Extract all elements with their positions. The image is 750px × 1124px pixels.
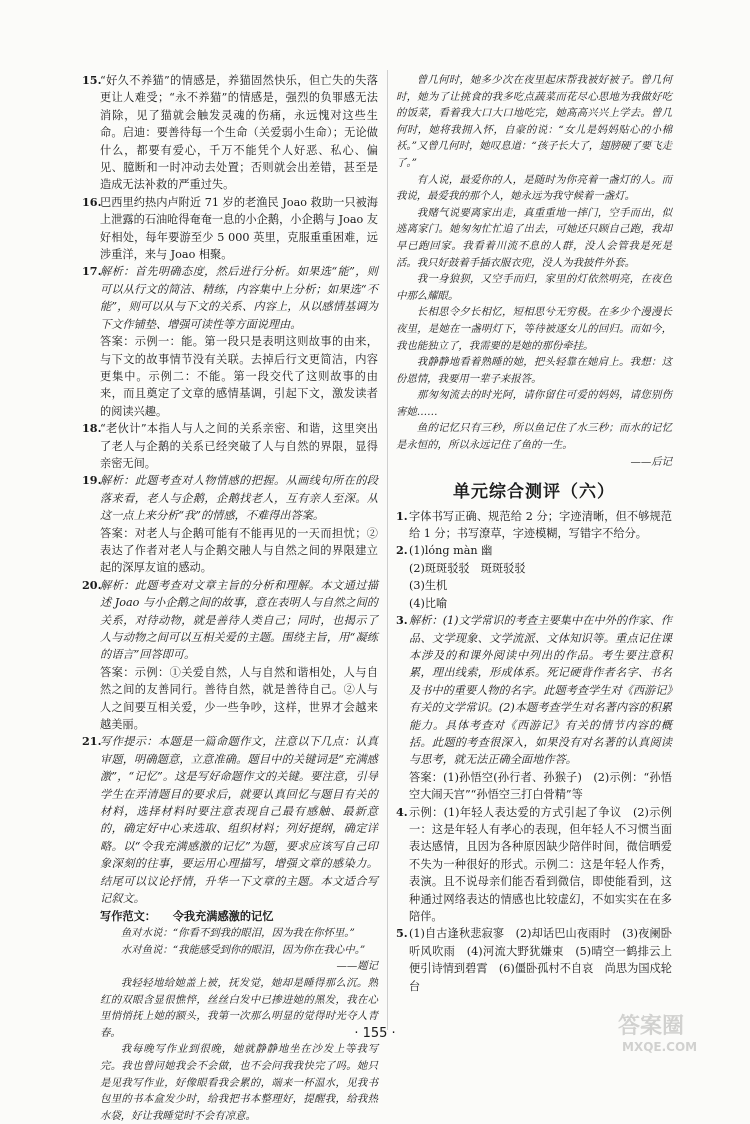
essay-title: 令我充满感激的记忆	[172, 908, 274, 923]
test-answer-2	[396, 542, 672, 612]
answer-text: 答案：对老人与企鹅可能有不能再见的一天而担忧；②表达了作者对老人与企鹅交融人与自然之间的界限建立起的深厚友谊的感动。	[100, 526, 378, 575]
answer-text: “老伙计”本指人与人之间的关系亲密、和谐，这里突出了老人与企鹅的关系已经突破了人与自然的界限，显得亲密无间。	[100, 422, 378, 470]
essay-paragraph: 我赌气说要离家出走，真重重地一摔门，空手而出，似逃离家门。她匆匆忙忙追了出去，可她还只顾自己跑，我却早已跑回家。我看着川流不息的人群，没人会管我是死是活。我只好鼓着手插衣服衣兜，没人为我披件外套。	[396, 206, 672, 269]
essay-paragraph: 我轻轻地给她盖上被，抚发觉，她却是睡得那么沉。熟红的双眼含显很憔悴，丝丝白发中已掺进她的黑发，我在心里悄悄抚上她的额头，我第一次那么明显的觉得时光夺人青春。	[100, 977, 378, 1039]
column-divider	[387, 70, 388, 1030]
left-column	[82, 72, 378, 1124]
answer-text: (1)自古逢秋悲寂寥 (2)却话巴山夜雨时 (3)夜阑卧听风吹雨 (4)河流大野犹嫌束 (5)晴空一鹤排云上 便引诗情到碧霄 (6)僵卧孤村不自哀 尚思为国戍轮台	[409, 927, 684, 993]
answer-text: 答案：示例：①关爱自然，人与自然和谐相处，人与自然之间的友善同行。善待自然，就是善待自己。②人与人之间要互相关爱，少一些争吵，这样，世界才会越来越美丽。	[100, 665, 378, 732]
question-number: 2.	[396, 543, 408, 558]
answer-line: (3)生机	[409, 579, 448, 593]
page-number: · 155 ·	[354, 1026, 396, 1041]
answer-text: 字体书写正确、规范给 2 分；字迹清晰，但不够规范给 1 分；书写潦草，字迹模糊，写错字不给分。	[409, 509, 672, 541]
answer-18	[82, 420, 378, 472]
answer-21	[82, 733, 378, 1124]
test-answer-5	[396, 925, 684, 995]
question-number: 20.	[82, 577, 102, 592]
answer-line: (2)斑斑驳驳 斑斑驳驳	[409, 561, 526, 575]
epigraph-line: 水对鱼说：“我能感受到你的眼泪，因为你在我心中。”	[120, 943, 366, 956]
analysis-text: 解析：首先明确态度，然后进行分析。如果选“能”，则可以从行文的简洁、精练，内容集中上分析；如果选“不能”，则可以从与下文的关系、内容上，从以感情基调为下文作铺垫、增强可读性等方面说理由。	[100, 265, 378, 331]
essay-continuation	[396, 72, 672, 471]
answer-text: 巴西里约热内卢附近 71 岁的老渔民 Joao 救助一只被海上泄露的石油呛得奄奄一息的小企鹅，小企鹅与 Joao 友好相处，每年要游至少 5 000 英里，克服重重困难，远涉重洋，来与 Joao 相聚。	[100, 195, 378, 262]
essay-paragraph: 有人说，最爱你的人，是随时为你亮着一盏灯的人。而我说，最爱我的那个人，她永远为我守候着一盏灯。	[396, 173, 672, 203]
question-number: 15.	[82, 73, 102, 87]
question-number: 1.	[396, 508, 408, 523]
question-number: 4.	[396, 804, 408, 819]
postscript-sign: ——后记	[630, 455, 672, 468]
epigraph-sign: ——题记	[336, 960, 378, 973]
essay-paragraph: 我静静地看着熟睡的她，把头轻靠在她肩上。我想：这份恩情，我要用一辈子来报答。	[396, 356, 672, 385]
question-number: 21.	[82, 734, 102, 749]
answer-text: 答案：示例一：能。第一段只是表明这则故事的由来，与下文的故事情节没有关联。去掉后行文更简洁，内容更集中。示例二：不能。第一段交代了这则故事的由来，而且奠定了文章的感情基调，引起下文，激发读者的阅读兴趣。	[100, 335, 378, 418]
test-answer-4	[396, 804, 672, 926]
analysis-text: 解析：此题考查对文章主旨的分析和理解。本文通过描述 Joao 与小企鹅之间的故事，意在表明人与自然之间的关系，对待动物，就是善待人类自己；同时，也揭示了人与动物之间可以互相关爱的主题。围绕主旨，用“凝练的语言”回答即可。	[100, 578, 378, 662]
answer-line: (4)比喻	[409, 596, 448, 610]
essay-paragraph: 鱼的记忆只有三秒，所以鱼记住了水三秒；而水的记忆是永恒的，所以永远记住了鱼的一生。	[396, 422, 672, 452]
watermark-logo	[612, 1007, 736, 1055]
answer-15	[82, 72, 378, 194]
answer-16	[82, 194, 378, 264]
answer-20	[82, 577, 378, 734]
answer-17	[82, 263, 378, 420]
question-number: 5.	[396, 926, 408, 941]
essay-paragraph: 曾几何时，她多少次在夜里起床帮我被好被子。曾几何时，她为了让挑食的我多吃点蔬菜而花尽心思地为我做好吃的饭菜，看着我大口大口地吃完，她高高兴兴上学去。曾几何时，她将我拥入怀，自豪的说：“女儿是妈妈贴心的小棉袄。”又曾几何时，她叹息道：“孩子长大了，翅膀硬了要飞走了。”	[396, 74, 672, 169]
watermark-bottom-text: MXQE.COM	[622, 1040, 698, 1054]
answer-text: 示例：(1)年轻人表达爱的方式引起了争议 (2)示例一：这是年轻人有孝心的表现，但年轻人不习惯当面表达感情，且因为各种原因缺少陪伴时间，微信晒爱不失为一种很好的形式。示例二：这是年轻人作秀，表演。且不说母亲们能否看到微信，即使能看到，这种通过网络表达的情感也比较虚幻，不如实实在在多陪伴。	[409, 805, 672, 923]
answer-line: (1)lóng màn 幽	[409, 544, 493, 558]
analysis-text: 解析：(1)文学常识的考查主要集中在中外的作家、作品、文学现象、文学流派、文体知识等。重点记住课本涉及的和课外阅读中列出的作品。考生要注意积累，理出线索，形成体系。死记硬背作者名字、书名及书中的重要人物的名字。此题考查学生对《西游记》有关的文学常识。(2)本题考查学生对名著内容的积累能力。具体考查对《西游记》有关的情节内容的概括。此题的考查很深入，如果没有对名著的认真阅读与思考，就无法正确全面地作答。	[409, 614, 672, 767]
question-number: 17.	[82, 264, 102, 279]
question-number: 3.	[396, 613, 408, 628]
answer-text: “好久不养猫”的情感是，养猫固然快乐，但亡失的失落更让人难受；“永不养猫”的情感是，强烈的负罪感无法消除，见了猫就会触发灵魂的伤痛，永远愧对这些生命。启迪：要善待每一个生命（关爱弱小生命）；无论做什么，都要有爱心，千万不能凭个人好恶、私心、偏见、臆断和一时冲动去处置；否则就会出差错，甚至是造成无法补救的严重过失。	[100, 74, 378, 192]
section-title: 单元综合测评（六）	[453, 481, 615, 502]
watermark-top-text: 答案圈	[618, 1014, 685, 1039]
question-number: 16.	[82, 194, 102, 209]
essay-paragraph: 我每晚写作业到很晚，她就静静地坐在沙发上等我写完。我也曾问她我会不会做，也不会问我我快完了吗。她只是见我写作业，好像眼看我会累的，端来一杯温水，见我书包里的书本盒发少时，给我把书本整理好，提醒我，给我热水袋，好让我睡觉时不会有凉意。	[100, 1043, 378, 1122]
answer-19	[82, 472, 378, 576]
essay-paragraph: 长相思令夕长相忆，短相思兮无穷极。在多少个漫漫长夜里，是她在一盏明灯下，等待被逐女儿的回归。而如今，我也能独立了，我需要的是她的那份牵挂。	[396, 306, 672, 352]
essay-paragraph: 那匆匆流去的时光阿，请你留住可爱的妈妈，请您别伤害她……	[396, 389, 672, 418]
question-number: 19.	[82, 473, 102, 488]
test-answer-1	[396, 508, 672, 543]
essay-body	[100, 925, 378, 1124]
answer-text: 答案：(1)孙悟空(孙行者、孙猴子) (2)示例：“孙悟空大闹天宫”“孙悟空三打白骨精”等	[409, 770, 672, 802]
question-number: 18.	[82, 421, 102, 436]
right-column	[396, 72, 684, 995]
writing-tips: 写作提示：本题是一篇命题作文，注意以下几点：认真审题，明确题意，立意准确。题目中的关键词是“充满感激”，“记忆”。这是写好命题作文的关键。要注意，引导学生在弄清题目的要求后，就要认真回忆与题目有关的材料，选择材料时要注意表现自己最有感触、最新意的，确定好中心来选取、组织材料；列好提纲，确定详略。以“令我充满感激的记忆”为题，要求应该写自己印象深刻的往事，要运用心理描写，增强文章的感染力。结尾可以议论抒情，升华一下文章的主题。本文适合写记叙文。	[100, 735, 378, 906]
essay-label: 写作范文：	[100, 908, 151, 923]
essay-paragraph: 我一身狼狈，又空手而归，家里的灯依然明亮，在夜色中那么耀眼。	[396, 273, 672, 302]
epigraph-line: 鱼对水说：“你看不到我的眼泪，因为我在你怀里。”	[120, 926, 355, 939]
test-answer-3	[396, 612, 672, 803]
analysis-text: 解析：此题考查对人物情感的把握。从画线句所在的段落来看，老人与企鹅，企鹅找老人，互有亲人至深。从这一点上来分析“我”的情感，不难得出答案。	[100, 474, 378, 523]
